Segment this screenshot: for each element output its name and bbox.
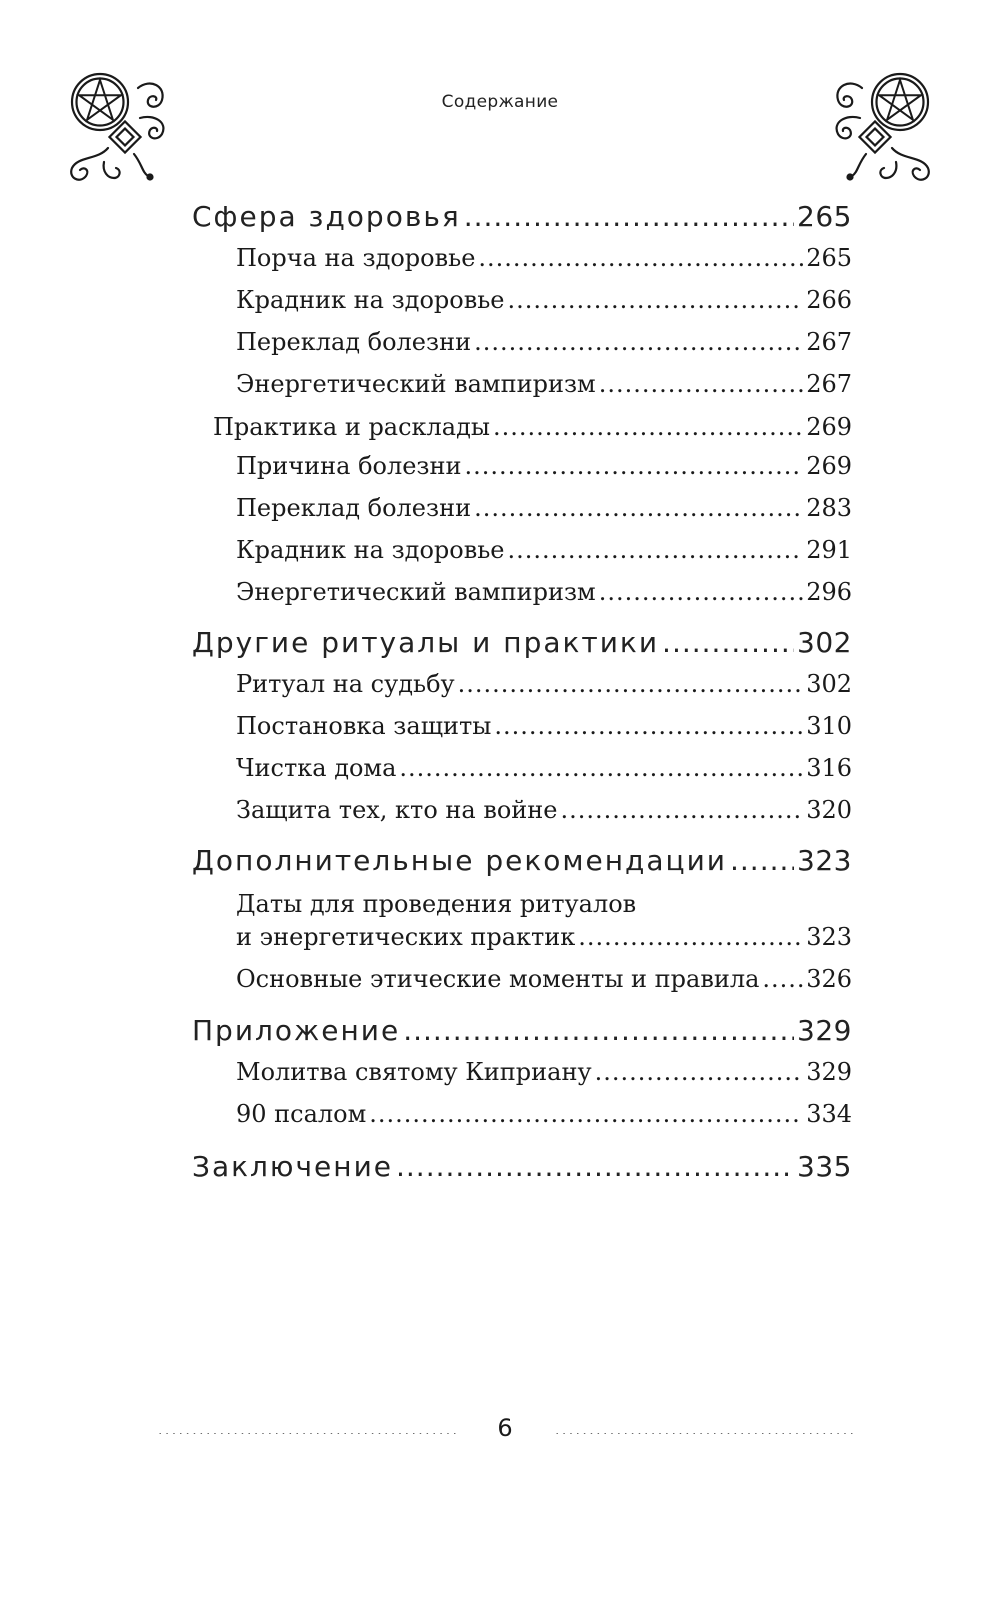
toc-item[interactable] [236,244,852,272]
toc-title: Причина болезни [236,452,462,480]
toc-leader [508,536,804,564]
toc-leader [599,578,803,606]
toc-item[interactable] [236,965,852,993]
toc-title: Переклад болезни [236,494,472,522]
toc-leader [578,923,803,951]
toc-title: Энергетический вампиризм [236,578,596,606]
toc-page-number: 323 [797,844,852,877]
toc-section[interactable] [192,200,852,233]
toc-leader [595,1058,804,1086]
toc-page-number: 323 [806,923,852,951]
toc-page-number: 302 [806,670,852,698]
toc-leader [561,796,804,824]
toc-leader [458,670,804,698]
toc-title: и энергетических практик [236,923,576,951]
toc-item[interactable] [236,452,852,480]
toc-section[interactable] [192,844,852,877]
toc-item[interactable] [236,536,852,564]
toc-leader [369,1100,803,1128]
toc-section[interactable] [192,1150,852,1183]
footer-dotted-rule [158,1428,458,1434]
toc-leader [474,328,803,356]
toc-subsection[interactable] [213,413,852,441]
toc-title: Крадник на здоровье [236,286,505,314]
toc-page-number: 267 [806,328,852,356]
toc-item[interactable] [236,754,852,782]
toc-title: Чистка дома [236,754,397,782]
toc-leader [465,452,804,480]
toc-page-number: 296 [806,578,852,606]
toc-leader [599,370,803,398]
toc-title: Сфера здоровья [192,200,461,233]
toc-item[interactable] [236,286,852,314]
toc-item[interactable] [236,1058,852,1086]
toc-leader [403,1014,794,1047]
toc-title: Энергетический вампиризм [236,370,596,398]
toc-title: Дополнительные рекомендации [192,844,727,877]
toc-page-number: 269 [806,452,852,480]
toc-title: Ритуал на судьбу [236,670,455,698]
toc-page-number: 320 [806,796,852,824]
toc-page-number: 266 [806,286,852,314]
toc-leader [508,286,804,314]
toc-page-number: 335 [797,1150,852,1183]
toc-leader [493,413,803,441]
toc-item[interactable] [236,328,852,356]
toc-title: Защита тех, кто на войне [236,796,558,824]
page-number: 6 [497,1414,513,1442]
toc-page-number: 316 [806,754,852,782]
toc-leader [399,754,803,782]
toc-page-number: 302 [797,626,852,659]
toc-page-number: 283 [806,494,852,522]
toc-leader [396,1150,794,1183]
toc-page-number: 334 [806,1100,852,1128]
toc-title: Другие ритуалы и практики [192,626,660,659]
toc-item[interactable] [236,494,852,522]
footer-dotted-rule [555,1428,855,1434]
running-head: Содержание [441,92,559,112]
toc-leader [474,494,803,522]
toc-leader [494,712,803,740]
toc-page-number: 329 [797,1014,852,1047]
toc-leader [464,200,794,233]
toc-item-title-line1[interactable]: Даты для проведения ритуалов [236,890,637,918]
toc-title: Переклад болезни [236,328,472,356]
toc-item[interactable] [236,712,852,740]
toc-title: Приложение [192,1014,401,1047]
toc-page-number: 269 [806,413,852,441]
toc-title: Порча на здоровье [236,244,476,272]
toc-page-number: 265 [806,244,852,272]
pentacle-swirl-ornament-icon [822,68,942,188]
toc-page-number: 310 [806,712,852,740]
toc-page-number: 326 [806,965,852,993]
toc-item[interactable] [236,796,852,824]
toc-page-number: 329 [806,1058,852,1086]
toc-item[interactable] [236,370,852,398]
toc-leader [762,965,803,993]
toc-item[interactable] [236,923,852,951]
toc-title: Крадник на здоровье [236,536,505,564]
toc-title: Заключение [192,1150,393,1183]
toc-leader [478,244,803,272]
toc-page-number: 265 [797,200,852,233]
toc-leader [730,844,794,877]
toc-section[interactable] [192,626,852,659]
toc-title: Молитва святому Киприану [236,1058,592,1086]
pentacle-swirl-ornament-icon [58,68,178,188]
toc-title: 90 псалом [236,1100,367,1128]
toc-title: Основные этические моменты и правила [236,965,760,993]
toc-page-number: 291 [806,536,852,564]
toc-title: Практика и расклады [213,413,490,441]
toc-item[interactable] [236,1100,852,1128]
toc-title: Постановка защиты [236,712,492,740]
toc-item[interactable] [236,670,852,698]
toc-leader [662,626,794,659]
toc-page-number: 267 [806,370,852,398]
toc-section[interactable] [192,1014,852,1047]
toc-item[interactable] [236,578,852,606]
